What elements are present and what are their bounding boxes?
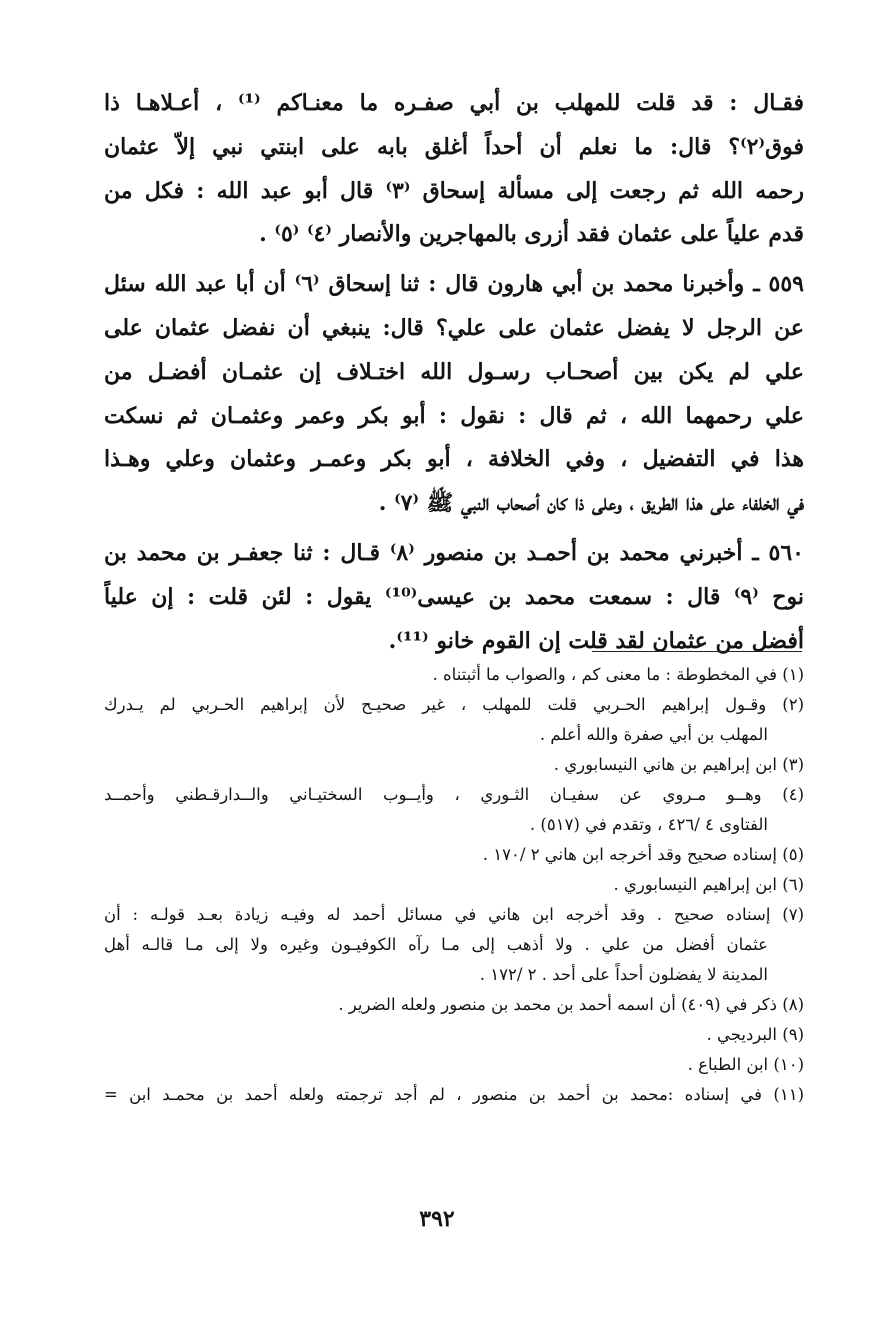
- footnote-line: (٩) البرديجي .: [706, 1025, 804, 1044]
- footnote-7: [104, 900, 804, 990]
- footnote-line: (٨) ذكر في (٤٠٩) أن اسمه أحمد بن محمد بن منصور ولعله الضرير .: [338, 995, 804, 1014]
- footnote-9: [104, 1020, 804, 1050]
- footnote-line: (١١) في إسناده :محمد بن أحمد بن منصور ، لم أجد ترجمته ولعله أحمد بن محمـد ابن =: [104, 1085, 804, 1104]
- paragraph-559: [104, 263, 804, 526]
- footnote-1: [104, 660, 804, 690]
- paragraph-558-continuation: [104, 82, 804, 257]
- footnote-line: (١٠) ابن الطباع .: [687, 1055, 804, 1074]
- text-line: ٥٦٠ ـ أخبرني محمد بن أحمـد بن منصور ⁽٨⁾ قـال : ثنا جعفـر بن محمد بن: [104, 539, 804, 566]
- footnote-4: [104, 780, 804, 840]
- footnotes: [104, 660, 804, 1110]
- paragraph-560: [104, 532, 804, 663]
- main-text: [104, 82, 804, 663]
- footnote-line: عثمان أفضل من علي . ولا أذهب إلى مـا رآه الكوفيـون وغيره ولا إلى مـا قالـه أهل: [104, 935, 768, 954]
- text-line: هذا في التفضيل ، وفي الخلافة ، أبو بكر وعمـر وعثمان وعلي وهـذا: [104, 446, 804, 473]
- text-line: فوق⁽٢⁾؟ قال: ما نعلم أن أحداً أغلق بابه على ابنتي نبي إلاّ عثمان: [104, 133, 804, 160]
- footnote-line: (٤) وهــو مـروي عن سفيـان الثـوري ، وأيــوب السختيـاني والــدارقـطني وأحمــد: [104, 785, 804, 804]
- text-line: أفضل من عثمان لقد قلت إن القوم خانو ⁽¹¹⁾.: [388, 627, 804, 654]
- text-line: ٥٥٩ ـ وأخبرنا محمد بن أبي هارون قال : ثنا إسحاق ⁽٦⁾ أن أبا عبد الله سئل: [104, 271, 804, 298]
- footnote-line: الفتاوى ٤ /٤٢٦ ، وتقدم في (٥١٧) .: [529, 815, 768, 834]
- text-line: عن الرجل لا يفضل عثمان على علي؟ قال: ينبغي أن نفضل عثمان على: [104, 314, 804, 341]
- footnote-line: (٢) وقـول إبراهيم الحـربي قلت للمهلب ، غير صحيـح لأن إبراهيم الحـربي لم يـدرك: [104, 695, 804, 714]
- text-line: علي لم يكن بين أصحـاب رسـول الله اختـلاف إن عثمـان أفضـل من: [104, 358, 804, 385]
- text-line: في الخلفاء على هذا الطريق ، وعلى ذا كان أصحاب النبي ﷺ ⁽٧⁾ .: [378, 490, 804, 517]
- text-line: نوح ⁽٩⁾ قال : سمعت محمد بن عيسى⁽¹⁰⁾ يقول : لئن قلت : إن علياً: [104, 583, 804, 610]
- page-number: ٣٩٢: [419, 1206, 455, 1232]
- footnote-line: المهلب بن أبي صفرة والله أعلم .: [539, 725, 768, 744]
- text-line: قدم علياً على عثمان فقد أزرى بالمهاجرين والأنصار ⁽٤⁾ ⁽٥⁾ .: [259, 221, 804, 248]
- footnote-divider: [592, 651, 802, 652]
- footnote-line: (٧) إسناده صحيح . وقد أخرجه ابن هاني في مسائل أحمد له وفيـه زيادة بعـد قولـه : أن: [104, 905, 804, 924]
- footnote-11: [104, 1080, 804, 1110]
- footnote-line: المدينة لا يفضلون أحداً على أحد . ٢ /١٧٢ .: [479, 965, 768, 984]
- footnote-line: (١) في المخطوطة : ما معنى كم ، والصواب ما أثبتناه .: [432, 665, 804, 684]
- footnote-10: [104, 1050, 804, 1080]
- text-line: فقـال : قد قلت للمهلب بن أبي صفـره ما معنـاكم ⁽¹⁾ ، أعـلاهـا ذا: [104, 90, 804, 116]
- footnote-line: (٥) إسناده صحيح وقد أخرجه ابن هاني ٢ /١٧٠ .: [482, 845, 804, 864]
- text-line: علي رحمهما الله ، ثم قال : نقول : أبو بكر وعمر وعثمـان ثم نسكت: [104, 402, 804, 429]
- footnote-3: [104, 750, 804, 780]
- footnote-line: (٦) ابن إبراهيم النيسابوري .: [613, 875, 804, 894]
- text-line: رحمه الله ثم رجعت إلى مسألة إسحاق ⁽٣⁾ قال أبو عبد الله : فكل من: [104, 177, 804, 204]
- footnote-line: (٣) ابن إبراهيم بن هاني النيسابوري .: [553, 755, 804, 774]
- footnote-8: [104, 990, 804, 1020]
- footnote-6: [104, 870, 804, 900]
- footnote-2: [104, 690, 804, 750]
- footnote-5: [104, 840, 804, 870]
